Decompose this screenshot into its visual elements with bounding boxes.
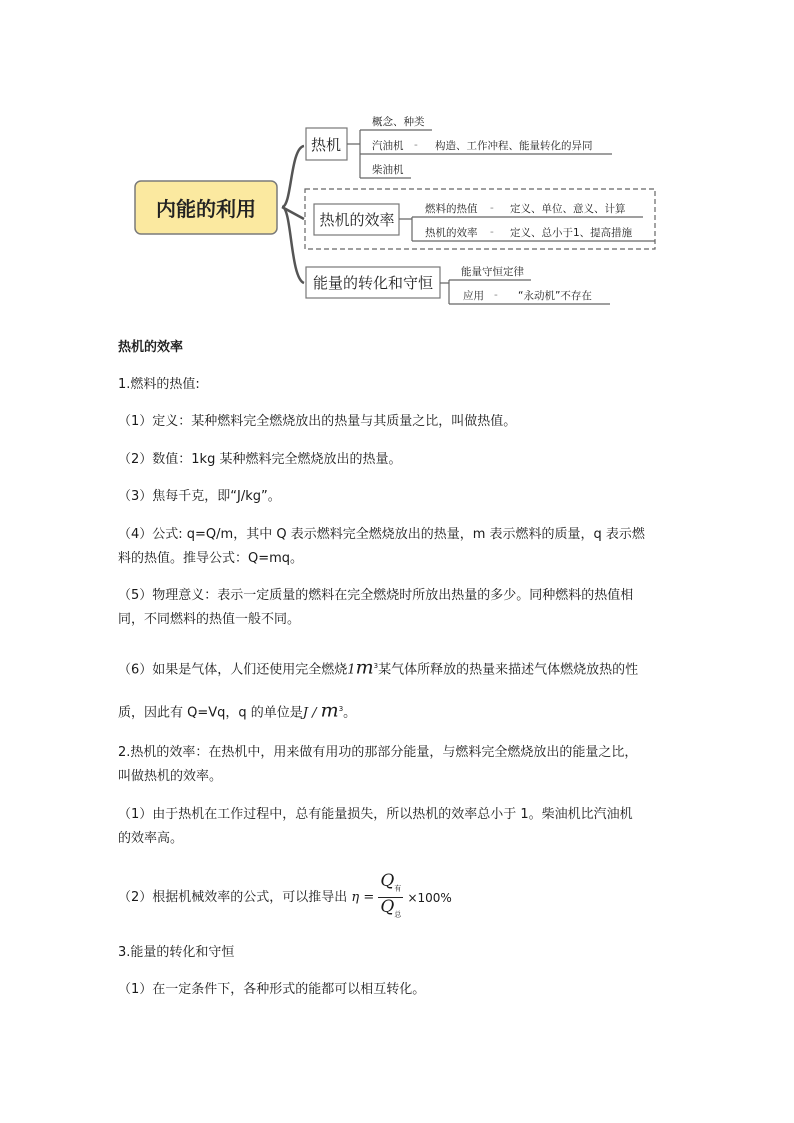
branch-heat-engine-label: 热机 <box>310 136 342 154</box>
dash-4: - <box>494 289 498 301</box>
dash-2: - <box>490 202 494 214</box>
brace-top <box>282 146 304 207</box>
dash-3: - <box>490 226 494 238</box>
paragraph-formula <box>118 523 678 571</box>
unit-m: m <box>320 699 339 722</box>
subsection-efficiency <box>118 741 678 789</box>
paragraph-loss <box>118 803 678 851</box>
q-total: Q <box>380 897 395 918</box>
eta-symbol: η = <box>351 889 375 905</box>
paragraph-meaning <box>118 584 678 632</box>
root-label: 内能的利用 <box>156 197 256 221</box>
loss-line-1: （1）由于热机在工作过程中，总有能量损失，所以热机的效率总小于 1。柴油机比汽油机 <box>118 807 633 822</box>
efficiency-line-2: 叫做热机的效率。 <box>118 769 223 784</box>
item-fuel-heat-value: 燃料的热值 <box>425 203 478 215</box>
dash-1: - <box>414 139 418 151</box>
unit-exp: 3 <box>338 705 344 713</box>
sub-total: 总 <box>394 910 402 919</box>
gas-volume-num: 1 <box>347 662 356 678</box>
gas-text-3: 质，因此有 Q=Vq，q 的单位是 <box>118 705 303 721</box>
subsection-energy: 3.能量的转化和守恒 <box>118 945 235 960</box>
section-heading: 热机的效率 <box>118 340 184 355</box>
fraction-denominator <box>378 898 403 923</box>
item-concept: 概念、种类 <box>372 116 425 128</box>
item-fuel-heat-value-detail: 定义、单位、意义、计算 <box>510 203 626 215</box>
meaning-line-2: 同，不同燃料的热值一般不同。 <box>118 612 301 627</box>
efficiency-fraction <box>378 872 403 924</box>
branch-energy-label: 能量的转化和守恒 <box>312 274 434 292</box>
formula-line-2: 料的热值。推导公式：Q=mq。 <box>118 551 304 566</box>
gas-text-4: 。 <box>343 705 357 721</box>
paragraph-gas-line-1 <box>118 654 678 682</box>
item-application-detail: “永动机”不存在 <box>518 290 592 302</box>
subsection-heat-value: 1.燃料的热值: <box>118 377 200 392</box>
mind-map <box>0 0 794 330</box>
sub-useful: 有 <box>394 884 402 893</box>
times-100: ×100% <box>407 890 452 905</box>
formula-line-1: （4）公式: q=Q/m，其中 Q 表示燃料完全燃烧放出的热量，m 表示燃料的质量，q 表示燃 <box>118 527 645 542</box>
efficiency-line-1: 2.热机的效率：在热机中，用来做有用功的那部分能量，与燃料完全燃烧放出的能量之比， <box>118 745 638 760</box>
derive-text: （2）根据机械效率的公式，可以推导出 <box>118 889 348 905</box>
branch-efficiency-label: 热机的效率 <box>319 211 395 229</box>
unit-j: J / <box>302 705 321 721</box>
item-diesel-engine: 柴油机 <box>372 164 404 176</box>
loss-line-2: 的效率高。 <box>118 831 184 846</box>
item-engine-efficiency-detail: 定义、总小于1、提高措施 <box>510 227 633 239</box>
gas-volume-m: m <box>355 656 374 679</box>
item-engine-efficiency: 热机的效率 <box>425 227 478 239</box>
gas-text-2: 某气体所释放的热量来描述气体燃烧放热的性 <box>378 662 639 678</box>
paragraph-definition: （1）定义：某种燃料完全燃烧放出的热量与其质量之比，叫做热值。 <box>118 414 517 429</box>
gas-volume-exp: 3 <box>373 662 379 670</box>
paragraph-value: （2）数值：1kg 某种燃料完全燃烧放出的热量。 <box>118 452 402 467</box>
item-application: 应用 <box>463 290 484 302</box>
item-petrol-engine: 汽油机 <box>372 140 404 152</box>
gas-text-1: （6）如果是气体，人们还使用完全燃烧 <box>118 662 348 678</box>
paragraph-efficiency-formula <box>118 872 678 924</box>
fraction-numerator <box>378 872 403 898</box>
paragraph-gas-line-2 <box>118 697 678 725</box>
paragraph-conversion: （1）在一定条件下，各种形式的能都可以相互转化。 <box>118 982 426 997</box>
paragraph-unit: （3）焦每千克，即“J/kg”。 <box>118 489 281 504</box>
item-conservation-law: 能量守恒定律 <box>461 266 524 278</box>
meaning-line-1: （5）物理意义：表示一定质量的燃料在完全燃烧时所放出热量的多少。同种燃料的热值相 <box>118 588 634 603</box>
q-useful: Q <box>380 871 395 891</box>
item-petrol-detail: 构造、工作冲程、能量转化的异同 <box>435 140 593 152</box>
